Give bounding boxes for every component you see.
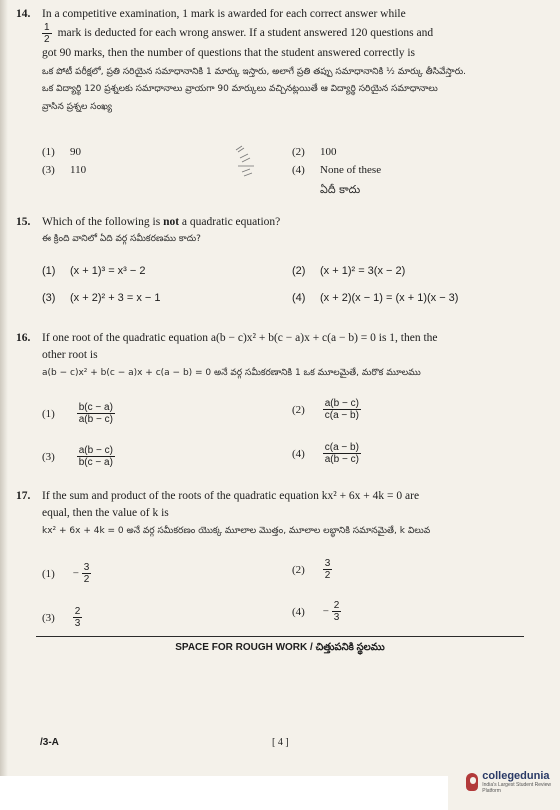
handwritten-scribble (232, 142, 262, 182)
telugu-text: a(b − c)x² + b(c − a)x + c(a − b) = 0 అనే వర్గ సమీకరణానికి 1 ఒక మూలమైతే, మరొక మూలము (42, 368, 421, 379)
telugu-text-line1: ఒక పోటీ పరీక్షలో, ప్రతి సరియైన సమాధానానికి 1 మార్కు ఇస్తారు, అలాగే ప్రతి తప్పు సమాధానానికి ½ మార్కు తీసివేస్తారు. (42, 67, 467, 78)
divider-line (36, 636, 524, 637)
option-3: (3) $\frac{a(b - c)}{b(c - a)}$ (42, 445, 113, 468)
question-text-line1: If the sum and product of the roots of the quadratic equation kx² + 6x + 4k = 0 are (42, 490, 420, 502)
logo-mark-icon (466, 773, 478, 791)
question-15 (16, 214, 546, 248)
booklet-code: /3-A (40, 737, 59, 748)
question-number: 15. (16, 216, 31, 228)
option-2: (2) 100 (292, 146, 337, 158)
page-number: [ 4 ] (272, 737, 289, 748)
option-4: (4) (x + 2)(x − 1) = (x + 1)(x − 3) (292, 292, 459, 304)
rough-work-label: SPACE FOR ROUGH WORK / చిత్తుపనికి స్థలము (175, 642, 385, 653)
option-1: (1) 90 (42, 146, 81, 158)
question-number: 17. (16, 490, 31, 502)
page-edge-shadow (0, 0, 8, 776)
logo-tagline: India's Largest Student Review Platform (482, 782, 552, 794)
question-17 (16, 488, 546, 540)
question-number: 14. (16, 8, 31, 20)
option-2: (2) $\frac{3}{2}$ (292, 558, 331, 581)
question-text-line2: equal, then the value of k is (42, 506, 169, 519)
telugu-text-line2: ఒక విద్యార్థి 120 ప్రశ్నలకు సమాధానాలు వ్రాయగా 90 మార్కులు వచ్చినట్లయితే ఆ విద్యార్థి సరియైన సమాధానాలు (42, 84, 438, 95)
option-2: (2) $\frac{a(b - c)}{c(a - b)}$ (292, 398, 359, 421)
option-1: (1) $\frac{b(c - a)}{a(b - c)}$ (42, 402, 113, 425)
option-4-telugu: ఏదీ కాదు (320, 183, 361, 196)
option-3: (3) $\frac{2}{3}$ (42, 606, 81, 629)
question-text: Which of the following is not a quadratic equation? (42, 216, 281, 228)
telugu-text: kx² + 6x + 4k = 0 అనే వర్గ సమీకరణం యొక్క మూలాల మొత్తం, మూలాల లబ్ధానికి సమానమైతే, k విలువ (42, 526, 431, 537)
bottom-margin (0, 776, 448, 810)
telugu-text: ఈ క్రింది వానిలో ఏది వర్గ సమీకరణము కాదు? (42, 233, 201, 244)
logo-name: collegedunia (482, 770, 550, 782)
question-text-line2: other root is (42, 348, 98, 361)
option-1: (1) − $\frac{3}{2}$ (42, 562, 90, 585)
question-text-line3: got 90 marks, then the number of questions that the student answered correctly is (42, 46, 416, 59)
question-14 (16, 6, 546, 116)
option-4: (4) None of these (292, 164, 382, 176)
option-3: (3) 110 (42, 164, 87, 176)
option-4: (4) − $\frac{2}{3}$ (292, 600, 340, 623)
option-1: (1) (x + 1)³ = x³ − 2 (42, 265, 146, 277)
question-text-line2: mark is deducted for each wrong answer. If a student answered 120 questions and (57, 26, 434, 39)
option-4: (4) $\frac{c(a - b)}{a(b - c)}$ (292, 442, 359, 465)
telugu-text-line3: వ్రాసిన ప్రశ్నల సంఖ్య (42, 101, 112, 112)
collegedunia-logo (466, 770, 560, 794)
option-3: (3) (x + 2)² + 3 = x − 1 (42, 292, 161, 304)
option-2: (2) (x + 1)² = 3(x − 2) (292, 265, 406, 277)
fraction-half: $\frac{1}{2}$ (44, 21, 50, 45)
question-16 (16, 330, 546, 382)
question-text-line1: If one root of the quadratic equation a(b − c)x² + b(c − a)x + c(a − b) = 0 is 1, then the (42, 332, 438, 344)
question-text-line1: In a competitive examination, 1 mark is awarded for each correct answer while (42, 8, 406, 20)
question-number: 16. (16, 332, 31, 344)
